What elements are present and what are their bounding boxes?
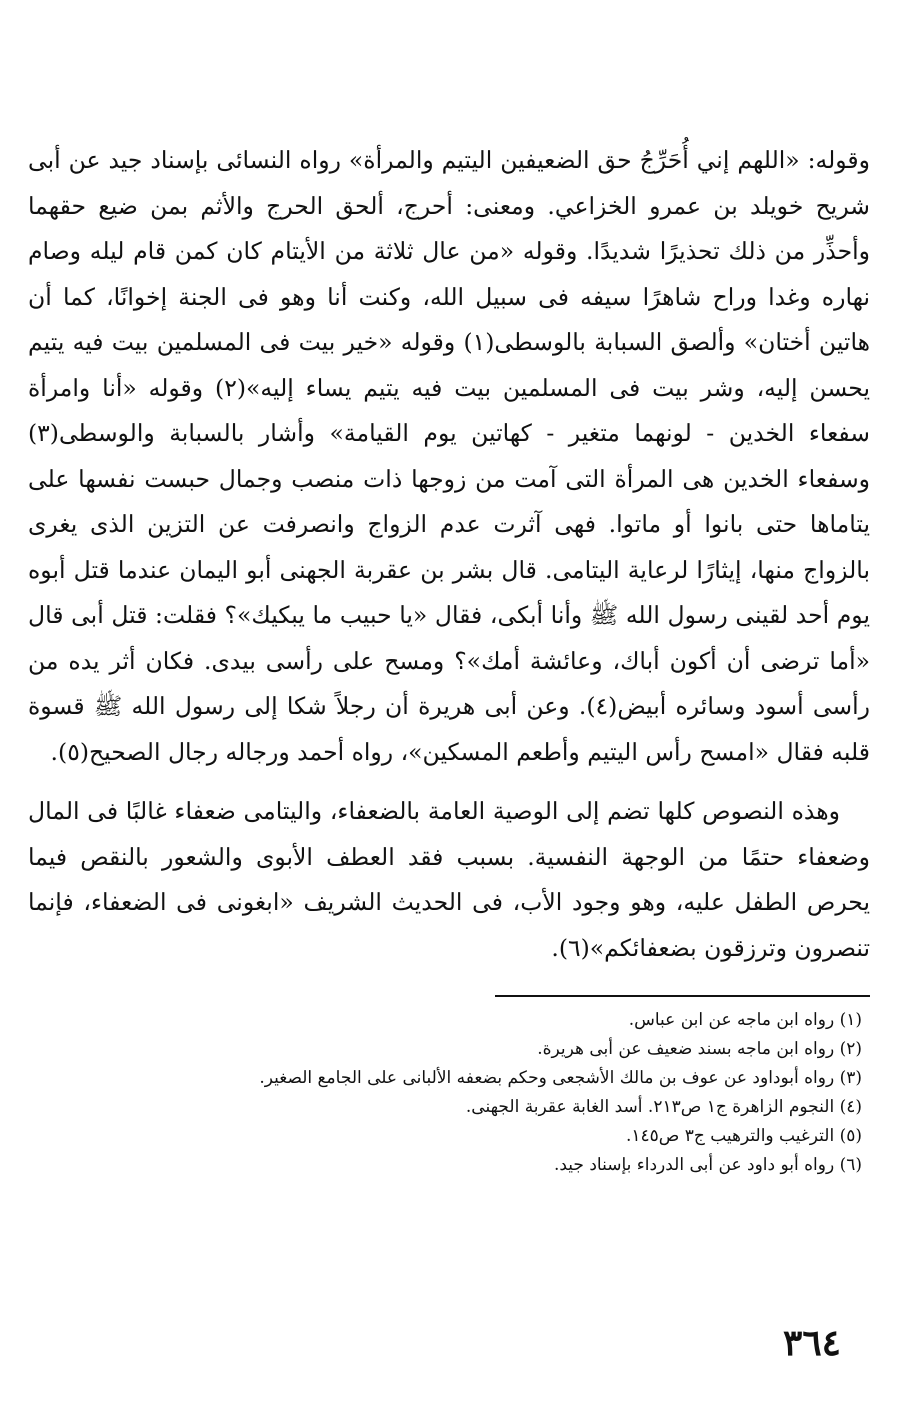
page-number: ٣٦٤: [782, 1322, 841, 1364]
footnotes: [28, 1006, 870, 1180]
paragraph: وهذه النصوص كلها تضم إلى الوصية العامة بالضعفاء، واليتامى ضعفاء غالبًا فى المال وضعفاء حتمًا من الوجهة النفسية. بسبب فقد العطف الأبوى والشعور بالنقص فيما يحرص الطفل عليه، وهو وجود الأب، فى الحديث الشريف «ابغونى فى الضعفاء، فإنما تنصرون وترزقون بضعفائكم»(٦).: [28, 797, 870, 962]
footnote-3: (٣) رواه أبوداود عن عوف بن مالك الأشجعى وحكم بضعفه الألبانى على الجامع الصغير.: [259, 1068, 862, 1088]
footnote-5: (٥) الترغيب والترهيب ج٣ ص١٤٥.: [625, 1126, 862, 1146]
footnote-6: (٦) رواه أبو داود عن أبى الدرداء بإسناد جيد.: [553, 1155, 862, 1175]
main-text: [28, 138, 870, 971]
footnote-1: (١) رواه ابن ماجه عن ابن عباس.: [628, 1010, 862, 1030]
footnote-separator: [495, 995, 870, 997]
footnote-2: (٢) رواه ابن ماجه بسند ضعيف عن أبى هريرة.: [537, 1039, 862, 1059]
paragraph: وقوله: «اللهم إني أُحَرِّجُ حق الضعيفين اليتيم والمرأة» رواه النسائى بإسناد جيد عن أبى شريح خويلد بن عمرو الخزاعي. ومعنى: أحرج، ألحق الحرج والأثم بمن ضيع حقهما وأحذِّر من ذلك تحذيرًا شديدًا. وقوله «من عال ثلاثة من الأيتام كان كمن قام ليله وصام نهاره وغدا وراح شاهرًا سيفه فى سبيل الله، وكنت أنا وهو فى الجنة إخوانًا، كما أن هاتين أختان» وألصق السبابة بالوسطى(١) وقوله «خير بيت فى المسلمين بيت فيه يتيم يحسن إليه، وشر بيت فى المسلمين بيت فيه يتيم يساء إليه»(٢) وقوله «أنا وامرأة سفعاء الخدين - لونهما متغير - كهاتين يوم القيامة» وأشار بالسبابة والوسطى(٣) وسفعاء الخدين هى المرأة التى آمت من زوجها ذات منصب وجمال حبست نفسها على يتاماها حتى بانوا أو ماتوا. فهى آثرت عدم الزواج وانصرفت عن التزين الذى يغرى بالزواج منها، إيثارًا لرعاية اليتامى. قال بشر بن عقربة الجهنى أبو اليمان عندما قتل أبوه يوم أحد لقينى رسول الله ﷺ وأنا أبكى، فقال «يا حبيب ما يبكيك»؟ فقلت: قتل أبى قال «أما ترضى أن أكون أباك، وعائشة أمك»؟ ومسح على رأسى بيدى. فكان أثر يده من رأسى أسود وسائره أبيض(٤). وعن أبى هريرة أن رجلاً شكا إلى رسول الله ﷺ قسوة قلبه فقال «امسح رأس اليتيم وأطعم المسكين»، رواه أحمد ورجاله رجال الصحيح(٥).: [28, 146, 870, 766]
footnote-4: (٤) النجوم الزاهرة ج١ ص٢١٣. أسد الغابة عقربة الجهنى.: [465, 1097, 862, 1117]
